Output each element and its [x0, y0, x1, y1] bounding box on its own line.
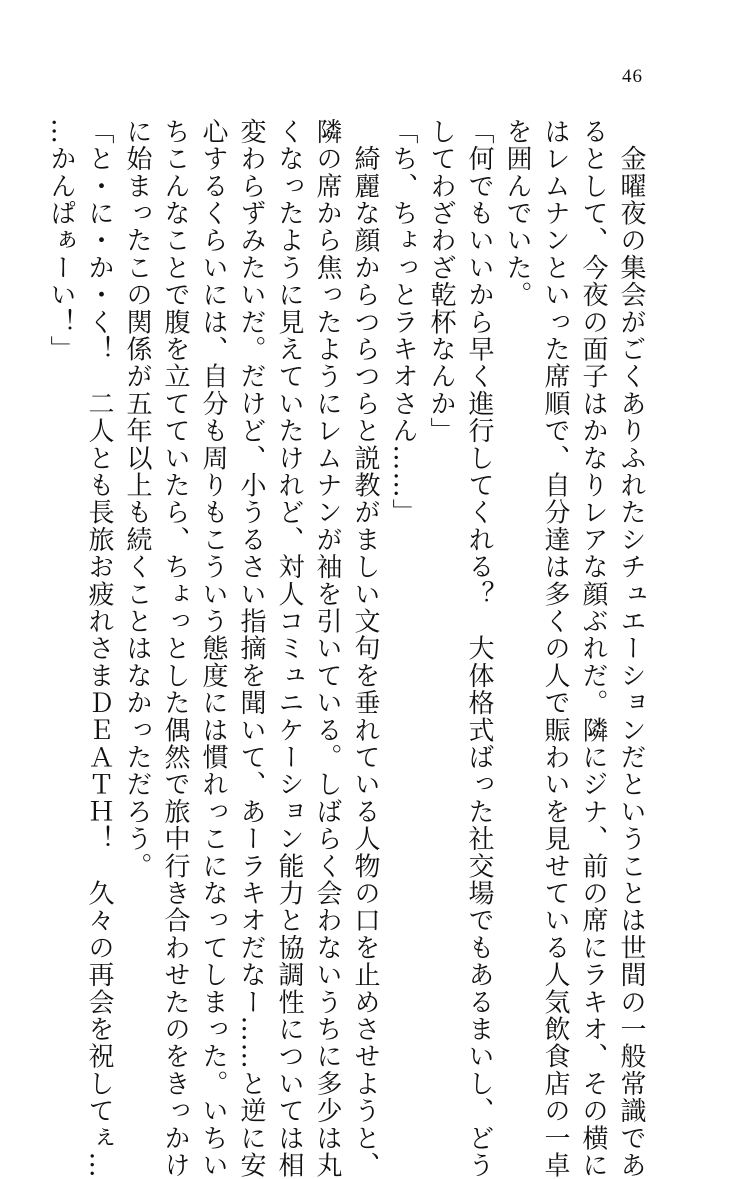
text-line: してわざわざ乾杯なんか」 — [426, 118, 456, 445]
text-line: 綺麗な顔からつらつらと説教がましい文句を垂れている人物の口を止めさせようと、 — [350, 118, 380, 1179]
text-line: ちこんなことで腹を立てていたら、ちょっとした偶然で旅中行き合わせたのをきっかけ — [160, 118, 190, 1179]
text-line: 「ち、ちょっとラキオさん……」 — [388, 118, 418, 526]
body-text — [42, 118, 650, 1179]
text-line: 「何でもいいから早く進行してくれる？ 大体格式ばった社交場でもあるまいし、どう — [464, 118, 494, 1179]
text-line: くなったように見えていたけれど、対人コミュニケーション能力と協調性については相 — [274, 118, 304, 1179]
text-line: 変わらずみたいだ。だけど、小うるさい指摘を聞いて、あーラキオだなー……と逆に安 — [236, 118, 266, 1179]
text-line: はレムナンといった席順で、自分達は多くの人で賑わいを見せている人気飲食店の一卓 — [540, 118, 570, 1179]
text-line: 「と・に・か・く！ 二人とも長旅お疲れさまＤＥＡＴＨ！ 久々の再会を祝してぇ… — [84, 118, 114, 1179]
text-line: 隣の席から焦ったようにレムナンが袖を引いている。しばらく会わないうちに多少は丸 — [312, 118, 342, 1179]
text-line: を囲んでいた。 — [502, 118, 532, 309]
text-line: 心するくらいには、自分も周りもこういう態度には慣れっこになってしまった。いちい — [198, 118, 228, 1179]
page-number: 46 — [622, 66, 643, 87]
text-line: に始まったこの関係が五年以上も続くことはなかっただろう。 — [122, 118, 152, 880]
text-line: 金曜夜の集会がごくありふれたシチュエーションだということは世間の一般常識であ — [616, 118, 646, 1179]
text-line: …かんぱぁーい！」 — [46, 118, 76, 363]
text-line: るとして、今夜の面子はかなりレアな顔ぶれだ。隣にジナ、前の席にラキオ、その横に — [578, 118, 608, 1179]
